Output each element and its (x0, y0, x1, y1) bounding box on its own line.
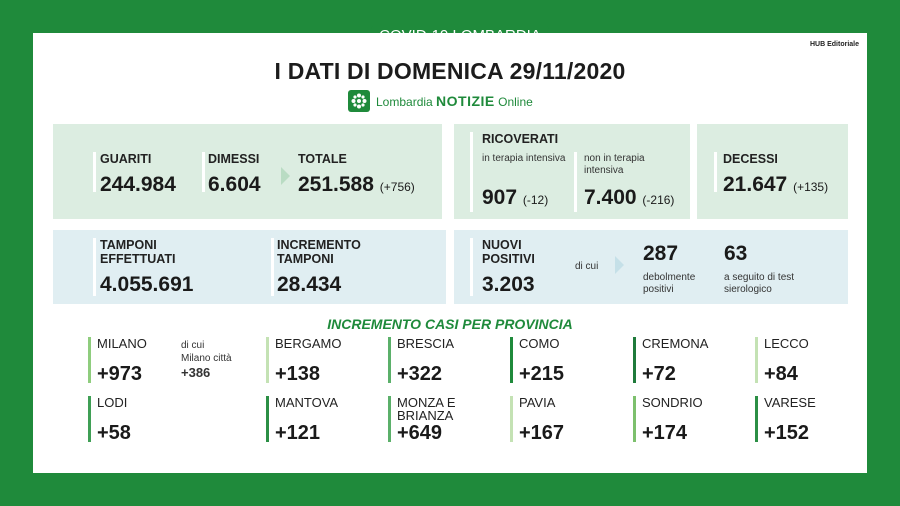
province-name: MANTOVA (275, 395, 339, 410)
province-name: VARESE (764, 395, 816, 410)
province-bar (88, 396, 91, 442)
milano-citta-label: Milano città (181, 353, 232, 364)
recovered-box (53, 124, 442, 219)
province-bar (755, 337, 758, 383)
guariti-label: GUARITI (100, 152, 152, 166)
incremento-value: 28.434 (277, 273, 342, 296)
province-value: +84 (764, 363, 798, 385)
province-value: +215 (519, 363, 565, 385)
divider (93, 238, 96, 296)
logo-text (376, 93, 533, 109)
province-name: CREMONA (642, 336, 709, 351)
totale-value (298, 173, 415, 199)
milano-dicui: di cui (181, 340, 205, 351)
logo-part-online: Online (498, 95, 533, 109)
arrow-icon (615, 256, 624, 274)
province-value: +322 (397, 363, 443, 385)
non-intensiva-label: non in terapia intensiva (584, 153, 645, 176)
province-name: BERGAMO (275, 336, 342, 351)
province-bar (266, 337, 269, 383)
intensiva-number: 907 (482, 186, 518, 209)
province-bar (510, 337, 513, 383)
province-lodi (88, 396, 208, 444)
intensiva-value (482, 186, 548, 212)
decessi-number: 21.647 (723, 173, 788, 196)
positivi-dicui: di cui (575, 261, 599, 272)
province-mantova (266, 396, 386, 444)
province-bar (266, 396, 269, 442)
province-bar (388, 396, 391, 442)
tamponi-value: 4.055.691 (100, 273, 194, 296)
province-name: BRESCIA (397, 336, 455, 351)
logo-part-notizie: NOTIZIE (436, 93, 495, 109)
province-sondrio (633, 396, 753, 444)
intensiva-delta: (-12) (522, 193, 549, 207)
province-name: LODI (97, 395, 128, 410)
decessi-delta: (+135) (793, 180, 829, 194)
divider (271, 238, 274, 296)
milano-citta-value: +386 (181, 365, 211, 380)
tests-box (53, 230, 446, 304)
lombardia-rose-icon (348, 90, 370, 112)
sero-label: a seguito di test sierologico (724, 272, 795, 295)
non-intensiva-number: 7.400 (584, 186, 637, 209)
province-value: +138 (275, 363, 321, 385)
province-pavia (510, 396, 630, 444)
divider (714, 152, 717, 192)
province-name: MILANO (97, 336, 147, 351)
province-varese (755, 396, 875, 444)
province-bergamo (266, 337, 386, 385)
hub-label: HUB Editoriale (809, 41, 859, 48)
non-intensiva-value (584, 186, 674, 212)
province-bar (755, 396, 758, 442)
ricoverati-label: RICOVERATI (482, 132, 559, 146)
province-brescia (388, 337, 508, 385)
divider (470, 238, 473, 296)
hospitalized-box (454, 124, 690, 219)
totale-delta: (+756) (379, 180, 415, 194)
province-name: PAVIA (519, 395, 556, 410)
debol-value: 287 (643, 242, 679, 265)
province-monza-e-brianza (388, 396, 508, 444)
province-value: +72 (642, 363, 676, 385)
province-value: +152 (764, 422, 810, 444)
province-bar (388, 337, 391, 383)
province-value: +973 (97, 363, 143, 385)
province-value: +58 (97, 422, 131, 444)
debol-label: debolmente positivi (643, 272, 696, 295)
province-name: SONDRIO (642, 395, 703, 410)
page-title: I DATI DI DOMENICA 29/11/2020 (274, 58, 626, 84)
totale-number: 251.588 (298, 173, 374, 196)
new-positives-box (454, 230, 848, 304)
logo-part-lombardia: Lombardia (376, 95, 433, 109)
totale-label: TOTALE (298, 152, 347, 166)
province-name: LECCO (764, 336, 809, 351)
province-value: +121 (275, 422, 321, 444)
infographic-card (33, 33, 867, 473)
deaths-box (697, 124, 848, 219)
arrow-icon (281, 167, 290, 185)
divider (470, 132, 473, 212)
dimessi-value: 6.604 (208, 173, 261, 196)
positivi-value: 3.203 (482, 273, 535, 296)
province-bar (633, 396, 636, 442)
province-value: +167 (519, 422, 565, 444)
intensiva-label: in terapia intensiva (482, 153, 566, 164)
dimessi-label: DIMESSI (208, 152, 260, 166)
divider (202, 152, 205, 192)
province-value: +649 (397, 422, 443, 444)
decessi-label: DECESSI (723, 152, 778, 166)
section-title: INCREMENTO CASI PER PROVINCIA (327, 316, 573, 332)
non-intensiva-delta: (-216) (642, 193, 675, 207)
tamponi-label: TAMPONI EFFETTUATI (100, 238, 176, 266)
province-bar (88, 337, 91, 383)
province-milano (88, 337, 238, 385)
province-cremona (633, 337, 753, 385)
province-bar (510, 396, 513, 442)
lombardia-notizie-logo (348, 90, 533, 112)
incremento-label: INCREMENTO TAMPONI (277, 238, 361, 266)
sero-value: 63 (724, 242, 748, 265)
province-lecco (755, 337, 875, 385)
province-como (510, 337, 630, 385)
divider (574, 152, 577, 212)
province-bar (633, 337, 636, 383)
province-value: +174 (642, 422, 688, 444)
decessi-value (723, 173, 828, 199)
province-name: COMO (519, 336, 560, 351)
positivi-label: NUOVI POSITIVI (482, 238, 535, 266)
province-name: MONZA E BRIANZA (397, 395, 456, 423)
divider (93, 152, 96, 192)
guariti-value: 244.984 (100, 173, 176, 196)
